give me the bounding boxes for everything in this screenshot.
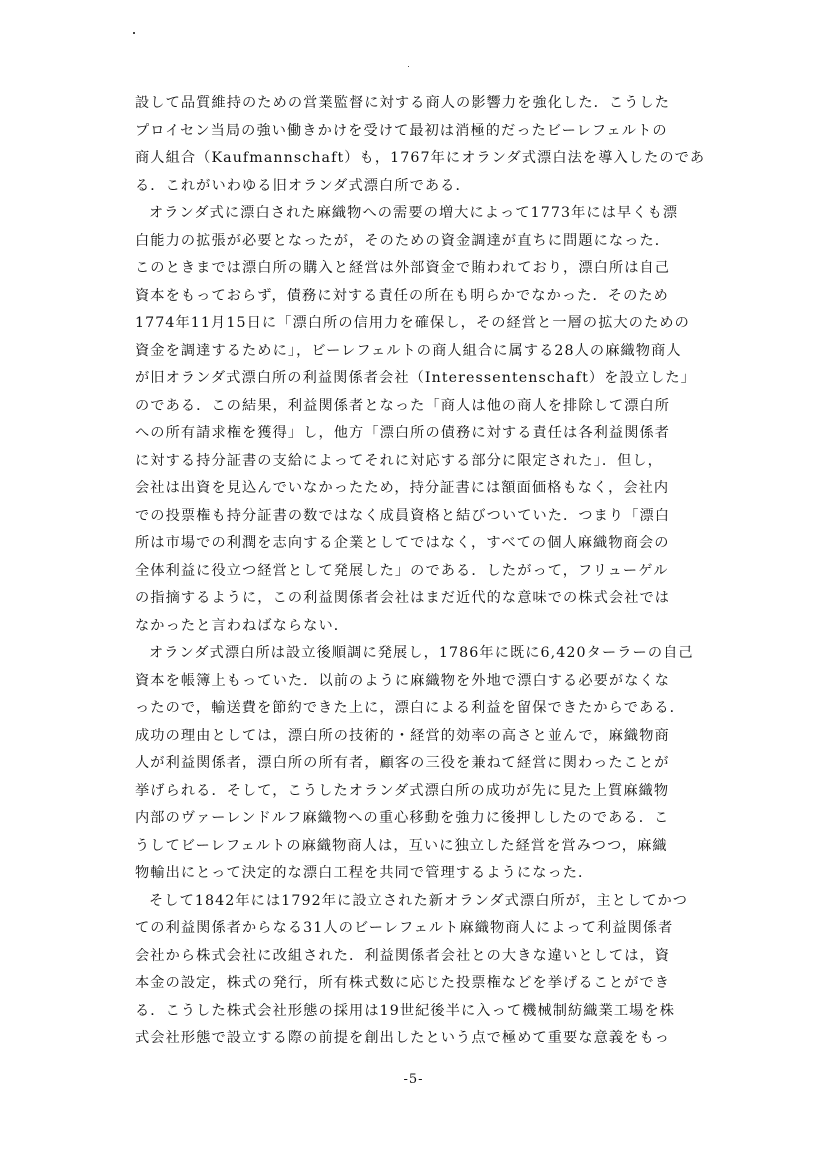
text-line: の指摘するように，この利益関係者会社はまだ近代的な意味での株式会社では	[135, 590, 671, 606]
text-line: 白能力の拡張が必要となったが，そのための資金調達が直ちに問題になった．	[135, 232, 671, 249]
body-text	[135, 90, 725, 1053]
text-line: 内部のヴァーレンドルフ麻織物への重心移動を強力に後押ししたのである．こ	[135, 810, 670, 826]
text-line: 会社は出資を見込んでいなかったため，持分証書には額面価格もなく，会社内	[135, 480, 670, 496]
page-number: -5-	[403, 1072, 424, 1087]
text-line: 会社から株式会社に改組された．利益関係者会社との大きな違いとしては，資	[135, 947, 671, 964]
text-line: が旧オランダ式漂白所の利益関係者会社（Interessentenschaft）を設立した」	[135, 370, 696, 386]
text-line: 全体利益に役立つ経営として発展した」のである．したがって，フリューゲル	[135, 562, 669, 579]
text-line: 挙げられる．そして，こうしたオランダ式漂白所の成功が先に見た上質麻織物	[135, 782, 670, 799]
text-line: 資本をもっておらず，債務に対する責任の所在も明らかでなかった．そのため	[135, 287, 669, 304]
text-line: このときまでは漂白所の購入と経営は外部資金で賄われており，漂白所は自己	[135, 260, 671, 276]
text-line: プロイセン当局の強い働きかけを受けて最初は消極的だったビーレフェルトの	[135, 122, 668, 139]
text-line: 式会社形態で設立する際の前提を創出したという点で極めて重要な意義をもっ	[135, 1030, 671, 1046]
text-line: オランダ式漂白所は設立後順調に発展し，1786年に既に6,420ターラーの自己	[149, 645, 694, 661]
text-line: 資金を調達するために」，ビーレフェルトの商人組合に属する28人の麻織物商人	[135, 342, 682, 359]
text-line: 所は市場での利潤を志向する企業としてではなく，すべての個人麻織物商会の	[135, 535, 670, 551]
text-line: 成功の理由としては，漂白所の技術的・経営的効率の高さと並んで，麻織物商	[135, 727, 670, 744]
text-line: のである．この結果，利益関係者となった「商人は他の商人を排除して漂白所	[135, 397, 671, 414]
text-line: 設して品質維持のための営業監督に対する商人の影響力を強化した．こうした	[135, 95, 671, 111]
text-line: る．これがいわゆる旧オランダ式漂白所である．	[135, 177, 471, 194]
text-line: オランダ式に漂白された麻織物への需要の増大によって1773年には早くも漂	[149, 205, 679, 221]
text-line: そして1842年には1792年に設立された新オランダ式漂白所が，主としてかつ	[149, 892, 689, 909]
text-line: 資本を帳簿上もっていた．以前のように麻織物を外地で漂白する必要がなくな	[135, 672, 671, 689]
text-line: への所有請求権を獲得」し，他方「漂白所の債務に対する責任は各利益関係者	[135, 425, 671, 441]
text-line: 1774年11月15日に「漂白所の信用力を確保し，その経営と一層の拡大のための	[135, 315, 690, 331]
scan-speck	[133, 32, 135, 34]
text-line: うしてビーレフェルトの麻織物商人は，互いに独立した経営を営みつつ，麻織	[135, 837, 668, 854]
text-line: なかったと言わねばならない．	[135, 617, 350, 634]
text-line: での投票権も持分証書の数ではなく成員資格と結びついていた．つまり「漂白	[135, 507, 671, 524]
text-line: 商人組合（Kaufmannschaft）も，1767年にオランダ式漂白法を導入したのであ	[135, 150, 706, 166]
text-line: に対する持分証書の支給によってそれに対応する部分に限定された」．但し，	[135, 452, 663, 469]
text-line: 物輸出にとって決定的な漂白工程を共同で管理するようになった．	[135, 865, 594, 881]
text-line: ったので，輸送費を節約できた上に，漂白による利益を留保できたからである．	[135, 700, 685, 716]
scan-speck	[408, 66, 409, 67]
text-line: 本金の設定，株式の発行，所有株式数に応じた投票権などを挙げることができ	[135, 975, 671, 991]
text-line: ての利益関係者からなる31人のビーレフェルト麻織物商人によって利益関係者	[135, 920, 674, 936]
text-line: る．こうした株式会社形態の採用は19世紀後半に入って機械制紡織業工場を株	[135, 1002, 676, 1019]
text-line: 人が利益関係者，漂白所の所有者，顧客の三役を兼ねて経営に関わったことが	[135, 755, 670, 771]
